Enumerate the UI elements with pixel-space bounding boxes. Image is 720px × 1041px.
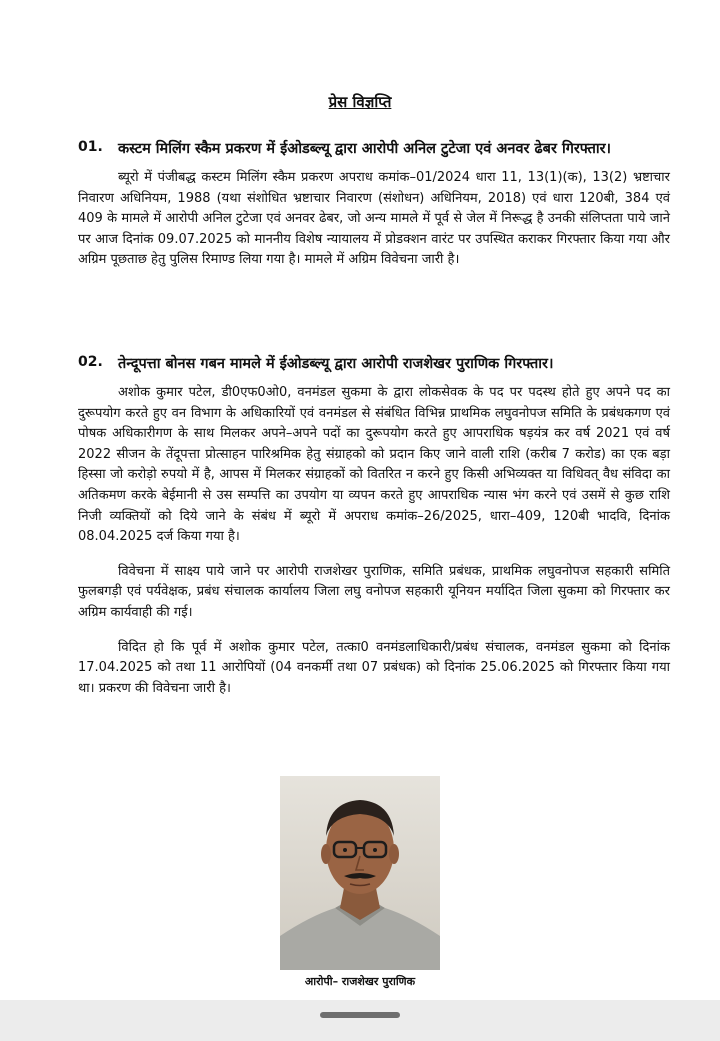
section-02	[78, 354, 670, 699]
person-portrait-icon	[280, 776, 440, 970]
section-paragraph: ब्यूरो में पंजीबद्ध कस्टम मिलिंग स्कैम प्रकरण अपराध कमांक–01/2024 धारा 11, 13(1)(क), 13(2) भ्रष्टाचार निवारण अधिनियम, 1988 (यथा संशोधित भ्रष्टाचार निवारण (संशोधन) अधिनियम, 2018) एवं धारा 120बी, 384 एवं 409 के मामले में आरोपी अनिल टुटेजा एवं अनवर ढेबर, जो अन्य मामले में पूर्व से जेल में निरूद्ध है उनकी संलिप्तता पाये जाने पर आज दिनांक 09.07.2025 को माननीय विशेष न्यायालय में प्रोडक्शन वारंट पर उपस्थित कराकर गिरफ्तार किया गया और अग्रिम पूछताछ हेतु पुलिस रिमाण्ड लिया गया है। मामले में अग्रिम विवेचना जारी है।	[78, 170, 670, 268]
section-heading: तेन्दूपत्ता बोनस गबन मामले में ईओडब्ल्यू द्वारा आरोपी राजशेखर पुराणिक गिरफ्तार।	[118, 356, 554, 372]
section-paragraph: विवेचना में साक्ष्य पाये जाने पर आरोपी राजशेखर पुराणिक, समिति प्रबंधक, प्राथमिक लघुवनोपज सहकारी समिति फुलबगड़ी एवं पर्यवेक्षक, प्रबंध संचालक कार्यालय जिला लघु वनोपज सहकारी यूनियन मर्यादित जिला सुकमा को गिरफ्तार कर अग्रिम कार्यवाही की गई।	[78, 563, 670, 620]
photo-caption: आरोपी– राजशेखर पुराणिक	[304, 975, 416, 988]
section-number: 02.	[78, 354, 103, 370]
section-paragraph: विदित हो कि पूर्व में अशोक कुमार पटेल, तत्का0 वनमंडलाधिकारी/प्रबंध संचालक, वनमंडल सुकमा को दिनांक 17.04.2025 को तथा 11 आरोपियों (04 वनकर्मी तथा 07 प्रबंधक) को दिनांक 25.06.2025 को गिरफ्तार किया गया था। प्रकरण की विवेचना जारी है।	[78, 639, 670, 696]
section-heading: कस्टम मिलिंग स्कैम प्रकरण में ईओडब्ल्यू द्वारा आरोपी अनिल टुटेजा एवं अनवर ढेबर गिरफ्तार।	[118, 141, 612, 157]
page-title: प्रेस विज्ञप्ति	[328, 93, 392, 111]
accused-photo	[280, 776, 440, 970]
home-indicator[interactable]	[320, 1012, 400, 1018]
section-01	[78, 139, 670, 271]
section-paragraph: अशोक कुमार पटेल, डी0एफ0ओ0, वनमंडल सुकमा के द्वारा लोकसेवक के पद पर पदस्थ होते हुए अपने पद का दुरूपयोग करते हुए वन विभाग के अधिकारियों एवं वनमंडल से संबंधित विभिन्न प्राथमिक लघुवनोपज समिति के प्रबंधकगण एवं पोषक अधिकारीगण के साथ मिलकर अपने–अपने पदों का दुरूपयोग करते हुए आपराधिक षड़यंत्र कर वर्ष 2021 एवं वर्ष 2022 सीजन के तेंदूपत्ता प्रोत्साहन पारिश्रमिक हेतु संग्राहको को प्रदान किए जाने वाली राशि (करीब 7 करोड) का एक बड़ा हिस्सा जो करोड़ो रुपयो में है, आपस में मिलकर संग्राहकों को वितरित न करने हुए किसी अभिव्यक्त या विधिवत् वैध संविदा का अतिकमण करके बेईमानी से उस सम्पत्ति का उपयोग या व्यपन करते हुए आपराधिक न्यास भंग करने एवं उसमें से कुछ राशि निजी व्यक्तियों को दिये जाने के संबंध में ब्यूरो में अपराध कमांक–26/2025, धारा–409, 120बी भादवि, दिनांक 08.04.2025 दर्ज किया गया है।	[78, 385, 670, 545]
section-number: 01.	[78, 139, 103, 155]
